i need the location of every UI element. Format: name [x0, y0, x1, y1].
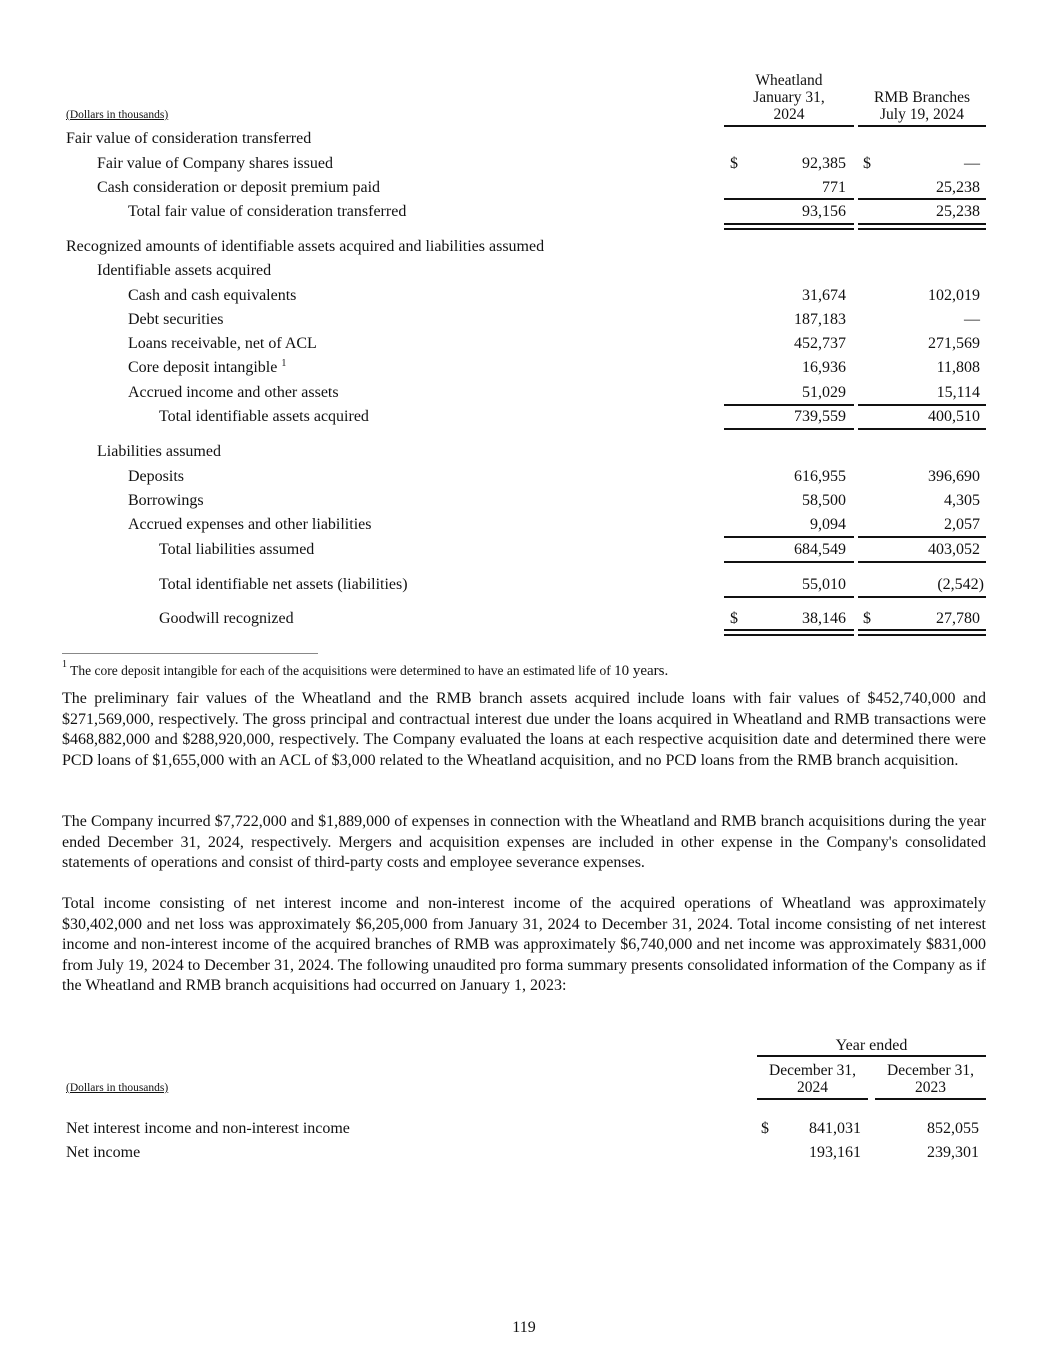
row-label: Net income — [66, 1144, 141, 1161]
row-label: Liabilities assumed — [97, 443, 221, 460]
table-row — [0, 407, 1048, 427]
table-row — [0, 383, 1048, 403]
row-label: Borrowings — [128, 492, 204, 509]
table-row — [0, 1119, 1048, 1139]
header-rule — [875, 1098, 986, 1100]
footnote-ref: 1 — [281, 358, 287, 369]
subtotal-rule — [724, 536, 854, 538]
row-label: Identifiable assets acquired — [97, 262, 272, 279]
column-header-line: January 31, — [753, 89, 825, 106]
row-label: Total fair value of consideration transferred — [128, 203, 407, 220]
row-label: Accrued expenses and other liabilities — [128, 516, 372, 533]
value-wheatland: 739,559 — [794, 408, 846, 425]
column-header-line: 2023 — [915, 1079, 946, 1096]
table-row — [0, 609, 1048, 629]
value-rmb: (2,542) — [937, 576, 984, 593]
column-header-2023 — [875, 1062, 986, 1096]
row-label: Loans receivable, net of ACL — [128, 335, 317, 352]
footnote — [62, 659, 669, 680]
footnote-text: The core deposit intangible for each of the acquisitions were determined to have an estimated life of — [70, 663, 611, 678]
total-rule — [724, 561, 854, 563]
table-row — [0, 1143, 1048, 1163]
subtotal-rule — [858, 404, 986, 406]
table-row — [0, 358, 1048, 378]
net-assets-rule — [858, 596, 986, 598]
row-label: Fair value of Company shares issued — [97, 155, 333, 172]
column-header-rmb-branches — [858, 89, 986, 123]
value-rmb: — — [964, 155, 980, 172]
table-row — [0, 129, 1048, 149]
units-note: (Dollars in thousands) — [66, 1082, 169, 1094]
row-label: Cash and cash equivalents — [128, 287, 297, 304]
value-wheatland: 55,010 — [802, 576, 846, 593]
value-wheatland: 38,146 — [802, 610, 846, 627]
net-assets-rule — [724, 596, 854, 598]
value-rmb: 25,238 — [936, 203, 980, 220]
paragraph-acquired-income: Total income consisting of net interest income and non-interest income of the acquired operations of Wheatland was approximately $30,402,000 and net loss was approximately $6,205,000 from January 31, 2024 to December 31, 2024. Total income consisting of net interest income and non-interest income of the acquired branches of RMB was approximately $6,740,000 and net income was approximately $831,000 from July 19, 2024 to December 31, 2024. The following unaudited pro forma summary presents consolidated information of the Company as if the Wheatland and RMB branch acquisitions had occurred on January 1, 2023: — [62, 895, 986, 995]
value-wheatland: 684,549 — [794, 541, 846, 558]
row-label — [128, 358, 286, 378]
value-rmb: 271,569 — [928, 335, 980, 352]
value-wheatland: 51,029 — [802, 384, 846, 401]
table-row — [0, 310, 1048, 330]
total-double-rule — [858, 629, 986, 636]
table-row — [0, 202, 1048, 222]
value-wheatland: 58,500 — [802, 492, 846, 509]
value-wheatland: 92,385 — [802, 155, 846, 172]
total-rule — [858, 428, 986, 430]
dollar-sign: $ — [863, 155, 871, 172]
dollar-sign: $ — [730, 155, 738, 172]
units-note: (Dollars in thousands) — [66, 109, 169, 121]
value-wheatland: 771 — [822, 179, 846, 196]
value-rmb: 15,114 — [936, 384, 980, 401]
value-rmb: 27,780 — [936, 610, 980, 627]
column-header-line: July 19, 2024 — [880, 106, 964, 123]
header-rule — [724, 125, 854, 127]
table-row — [0, 540, 1048, 560]
value-wheatland: 93,156 — [802, 203, 846, 220]
subtotal-rule — [858, 198, 986, 200]
table-row — [0, 515, 1048, 535]
value-rmb: 4,305 — [944, 492, 980, 509]
row-label: Accrued income and other assets — [128, 384, 339, 401]
dollar-sign: $ — [730, 610, 738, 627]
table-row — [0, 334, 1048, 354]
value-rmb: 11,808 — [936, 359, 980, 376]
row-label: Net interest income and non-interest income — [66, 1120, 350, 1137]
footnote-separator — [62, 653, 318, 654]
header-rule — [858, 125, 986, 127]
row-label: Deposits — [128, 468, 184, 485]
table-row — [0, 575, 1048, 595]
row-label: Total liabilities assumed — [159, 541, 315, 558]
row-label: Goodwill recognized — [159, 610, 294, 627]
value-rmb: 2,057 — [944, 516, 980, 533]
table-row — [0, 491, 1048, 511]
table-row — [0, 442, 1048, 462]
row-label: Cash consideration or deposit premium paid — [97, 179, 381, 196]
value-rmb: 403,052 — [928, 541, 980, 558]
value-wheatland: 16,936 — [802, 359, 846, 376]
value-wheatland: 616,955 — [794, 468, 846, 485]
total-rule — [724, 428, 854, 430]
column-header-2024 — [757, 1062, 868, 1096]
total-double-rule — [724, 629, 854, 636]
row-label: Debt securities — [128, 311, 224, 328]
table-row — [0, 178, 1048, 198]
column-header-line: December 31, — [769, 1062, 856, 1079]
total-rule — [858, 561, 986, 563]
row-label-text: Core deposit intangible — [128, 359, 278, 376]
total-double-rule — [858, 223, 986, 230]
value-wheatland: 31,674 — [802, 287, 846, 304]
value-2023: 852,055 — [927, 1120, 979, 1137]
value-2024: 193,161 — [809, 1144, 861, 1161]
dollar-sign: $ — [761, 1120, 769, 1137]
paragraph-loan-fair-values: The preliminary fair values of the Wheatland and the RMB branch assets acquired include loans with fair values of $452,740,000 and $271,569,000, respectively. The gross principal and contractual interest due under the loans acquired in Wheatland and RMB transactions were $468,882,000 and $288,920,000, respectively. The Company evaluated the loans at each respective acquisition date and determined there were PCD loans of $1,655,000 with an ACL of $3,000 related to the Wheatland acquisition, and no PCD loans from the RMB branch acquisition. — [62, 690, 986, 769]
value-2023: 239,301 — [927, 1144, 979, 1161]
table-row — [0, 237, 1048, 257]
value-wheatland: 9,094 — [810, 516, 846, 533]
subtotal-rule — [858, 536, 986, 538]
column-header-line: December 31, — [887, 1062, 974, 1079]
footnote-marker: 1 — [62, 659, 67, 670]
table-row — [0, 286, 1048, 306]
column-header-line: RMB Branches — [873, 89, 970, 106]
row-label: Total identifiable assets acquired — [159, 408, 369, 425]
dollar-sign: $ — [863, 610, 871, 627]
column-header-line: 2024 — [773, 106, 805, 123]
paragraph-acquisition-expenses: The Company incurred $7,722,000 and $1,889,000 of expenses in connection with the Wheatland and RMB branch acquisitions during the year ended December 31, 2024, respectively. Mergers and acquisition expenses are included in other expense in the Company's consolidated statements of operations and consist of third-party costs and employee severance expenses. — [62, 813, 986, 872]
column-header-line: Wheatland — [755, 72, 823, 89]
table-row — [0, 261, 1048, 281]
value-rmb: 400,510 — [928, 408, 980, 425]
column-header-line: 2024 — [797, 1079, 828, 1096]
row-label: Recognized amounts of identifiable assets acquired and liabilities assumed — [66, 238, 545, 255]
value-rmb: 396,690 — [928, 468, 980, 485]
total-double-rule — [724, 223, 854, 230]
value-wheatland: 187,183 — [794, 311, 846, 328]
value-rmb: — — [964, 311, 980, 328]
value-rmb: 102,019 — [928, 287, 980, 304]
table-row — [0, 467, 1048, 487]
page-number: 119 — [512, 1319, 536, 1336]
subtotal-rule — [724, 404, 854, 406]
subtotal-rule — [724, 198, 854, 200]
row-label: Total identifiable net assets (liabilities) — [159, 576, 408, 593]
header-rule — [757, 1098, 868, 1100]
group-header-year-ended: Year ended — [835, 1037, 908, 1054]
value-wheatland: 452,737 — [794, 335, 846, 352]
table-row — [0, 154, 1048, 174]
group-header-rule — [757, 1055, 986, 1057]
column-header-wheatland — [724, 72, 854, 123]
footnote-value: 10 years. — [614, 663, 669, 679]
value-2024: 841,031 — [809, 1120, 861, 1137]
row-label: Fair value of consideration transferred — [66, 130, 312, 147]
value-rmb: 25,238 — [936, 179, 980, 196]
